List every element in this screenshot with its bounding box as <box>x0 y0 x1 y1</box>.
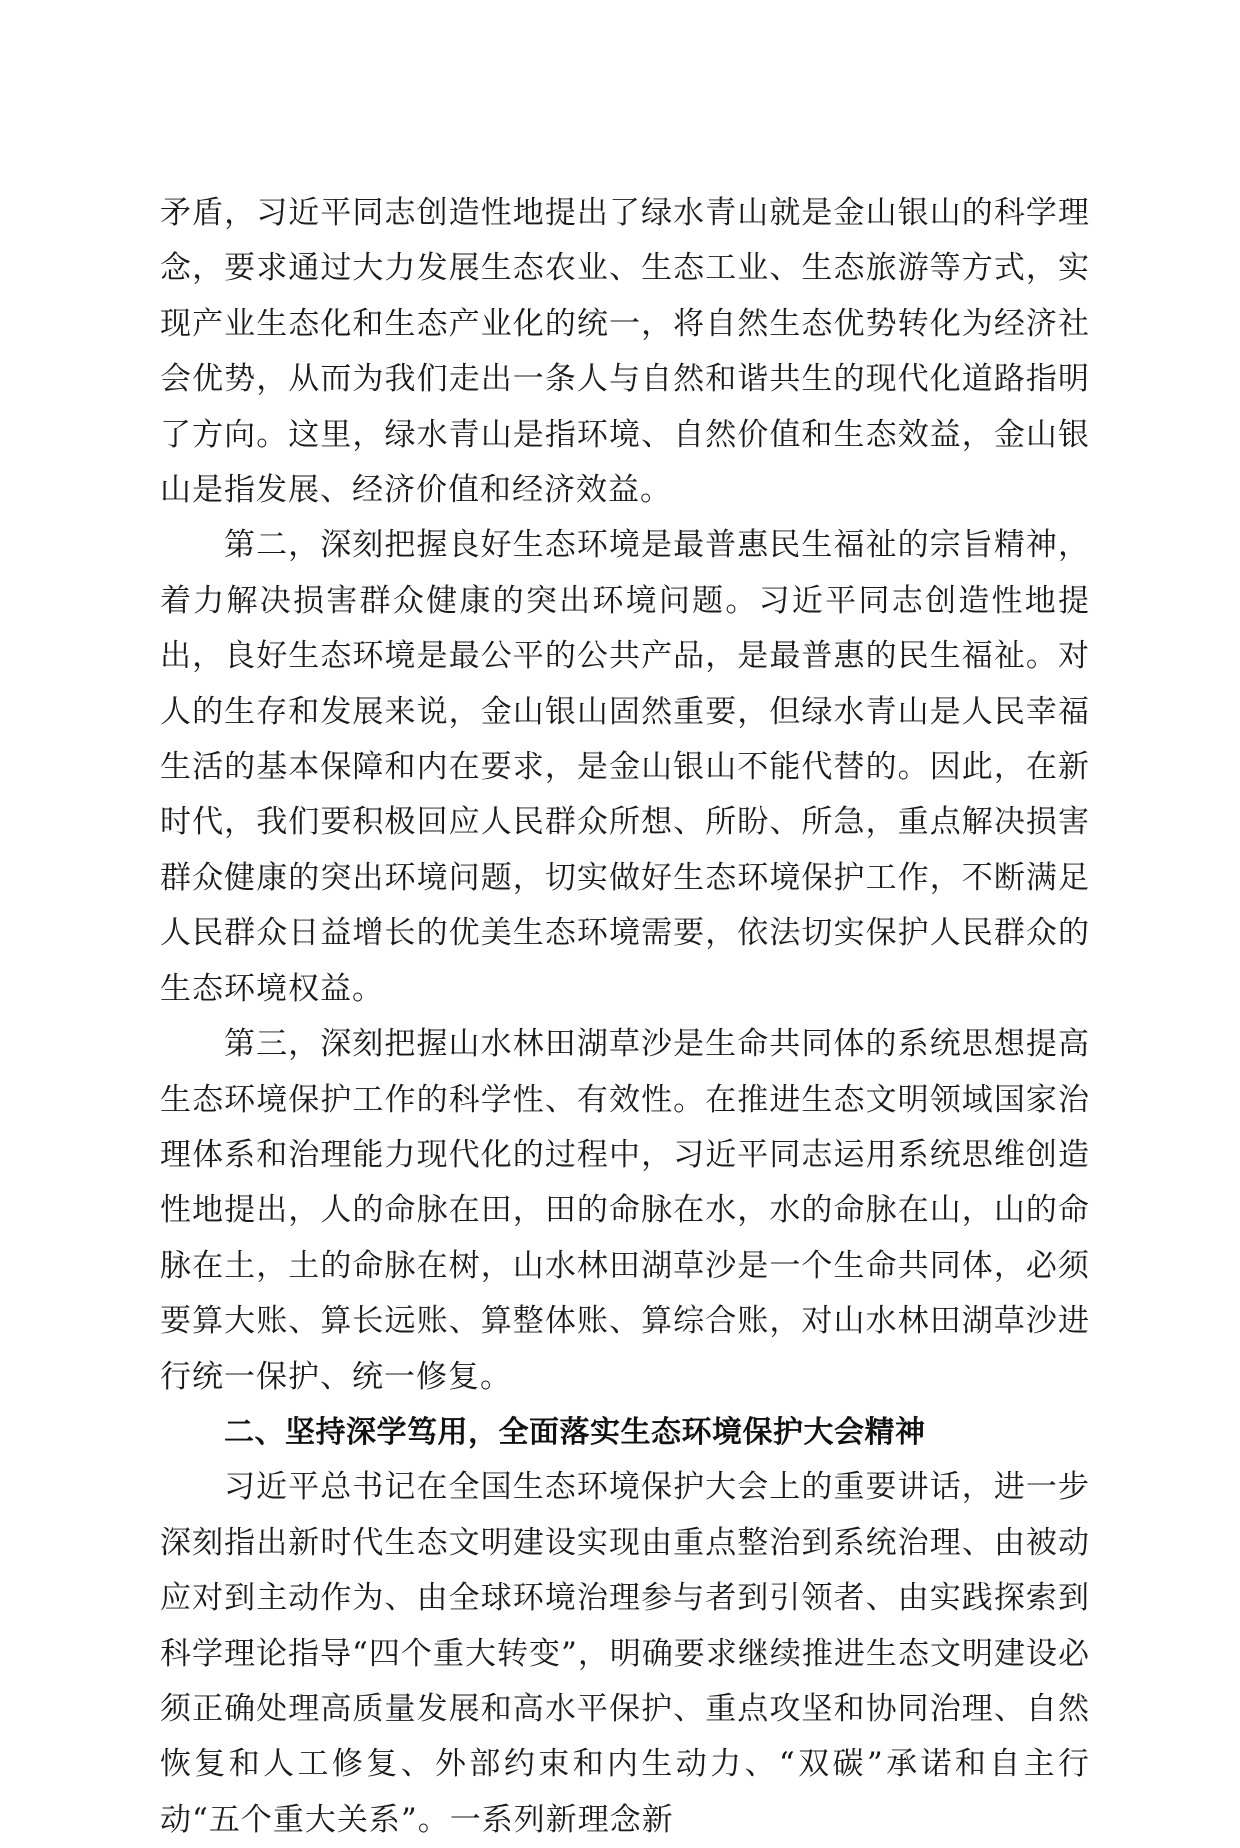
paragraph-third-point: 第三，深刻把握山水林田湖草沙是生命共同体的系统思想提高生态环境保护工作的科学性、有效性。在推进生态文明领域国家治理体系和治理能力现代化的过程中，习近平同志运用系统思维创造性地提出，人的命脉在田，田的命脉在水，水的命脉在山，山的命脉在土，土的命脉在树，山水林田湖草沙是一个生命共同体，必须要算大账、算长远账、算整体账、算综合账，对山水林田湖草沙进行统一保护、统一修复。 <box>160 1026 1090 1395</box>
document-body <box>160 186 1090 1848</box>
paragraph-continuation: 矛盾，习近平同志创造性地提出了绿水青山就是金山银山的科学理念，要求通过大力发展生态农业、生态工业、生态旅游等方式，实现产业生态化和生态产业化的统一，将自然生态优势转化为经济社会优势，从而为我们走出一条人与自然和谐共生的现代化道路指明了方向。这里，绿水青山是指环境、自然价值和生态效益，金山银山是指发展、经济价值和经济效益。 <box>160 195 1090 509</box>
section-heading: 二、坚持深学笃用，全面落实生态环境保护大会精神 <box>224 1414 926 1450</box>
paragraph-second-point: 第二，深刻把握良好生态环境是最普惠民生福祉的宗旨精神，着力解决损害群众健康的突出环境问题。习近平同志创造性地提出，良好生态环境是最公平的公共产品，是最普惠的民生福祉。对人的生存和发展来说，金山银山固然重要，但绿水青山是人民幸福生活的基本保障和内在要求，是金山银山不能代替的。因此，在新时代，我们要积极回应人民群众所想、所盼、所急，重点解决损害群众健康的突出环境问题，切实做好生态环境保护工作，不断满足人民群众日益增长的优美生态环境需要，依法切实保护人民群众的生态环境权益。 <box>160 527 1090 1007</box>
paragraph-speech-summary: 习近平总书记在全国生态环境保护大会上的重要讲话，进一步深刻指出新时代生态文明建设实现由重点整治到系统治理、由被动应对到主动作为、由全球环境治理参与者到引领者、由实践探索到科学理论指导“四个重大转变”，明确要求继续推进生态文明建设必须正确处理高质量发展和高水平保护、重点攻坚和协同治理、自然恢复和人工修复、外部约束和内生动力、“双碳”承诺和自主行动“五个重大关系”。一系列新理念新 <box>160 1469 1090 1838</box>
